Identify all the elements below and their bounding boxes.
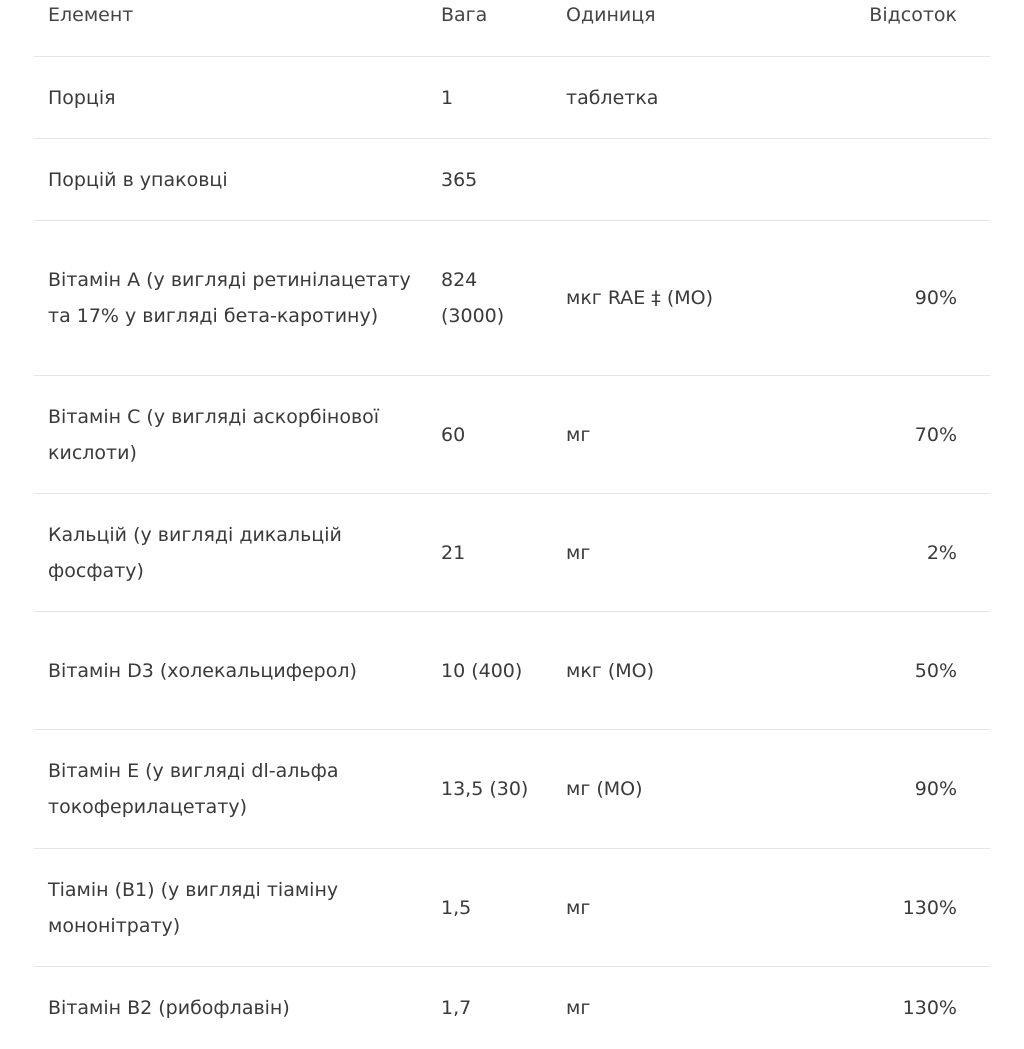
cell-weight: 824 (3000) bbox=[441, 269, 505, 327]
cell-percent: 130% bbox=[902, 997, 957, 1019]
cell-percent: 2% bbox=[926, 541, 957, 564]
cell-percent: 50% bbox=[914, 659, 957, 682]
cell-element: Вітамін B2 (рибофлавін) bbox=[48, 997, 290, 1019]
cell-weight: 1 bbox=[441, 86, 454, 109]
cell-element: Порцій в упаковці bbox=[48, 168, 228, 191]
table-row bbox=[34, 376, 990, 494]
cell-unit: мг (МО) bbox=[566, 778, 643, 800]
cell-element: Вітамін Е (у вигляді dl-альфа токоферилацетату) bbox=[48, 760, 339, 818]
cell-unit: мкг (МО) bbox=[566, 659, 655, 682]
cell-percent: 90% bbox=[914, 287, 957, 309]
cell-element: Порція bbox=[48, 86, 116, 109]
table-row bbox=[34, 494, 990, 612]
table-row bbox=[34, 221, 990, 376]
table-row bbox=[34, 612, 990, 730]
cell-weight: 365 bbox=[441, 168, 478, 191]
cell-unit: таблетка bbox=[566, 86, 659, 109]
cell-element: Кальцій (у вигляді дикальцій фосфату) bbox=[48, 523, 342, 582]
header-weight: Вага bbox=[441, 4, 488, 26]
table-row bbox=[34, 139, 990, 221]
cell-weight: 60 bbox=[441, 423, 466, 446]
cell-unit: мкг RAE ‡ (МО) bbox=[566, 287, 714, 309]
cell-percent: 90% bbox=[914, 778, 957, 800]
cell-unit: мг bbox=[566, 541, 591, 564]
table-row bbox=[34, 849, 990, 967]
table-row bbox=[34, 57, 990, 139]
cell-element: Вітамін D3 (холекальциферол) bbox=[48, 659, 357, 682]
cell-element: Вітамін А (у вигляді ретинілацетату та 17% у вигляді бета-каротину) bbox=[48, 269, 411, 327]
cell-percent: 130% bbox=[902, 896, 957, 919]
nutrition-table bbox=[34, 0, 990, 1049]
table-header-row bbox=[34, 0, 990, 57]
cell-weight: 10 (400) bbox=[441, 659, 523, 682]
cell-weight: 21 bbox=[441, 541, 466, 564]
table-row bbox=[34, 730, 990, 849]
cell-percent: 70% bbox=[914, 423, 957, 446]
cell-weight: 1,7 bbox=[441, 997, 472, 1019]
cell-weight: 13,5 (30) bbox=[441, 778, 529, 800]
header-percent: Відсоток bbox=[869, 4, 957, 26]
header-element: Елемент bbox=[48, 4, 134, 26]
cell-unit: мг bbox=[566, 423, 591, 446]
header-unit: Одиниця bbox=[566, 4, 656, 26]
cell-weight: 1,5 bbox=[441, 896, 472, 919]
cell-unit: мг bbox=[566, 896, 591, 919]
table-row bbox=[34, 967, 990, 1049]
cell-element: Тіамін (B1) (у вигляді тіаміну мононітрату) bbox=[48, 878, 339, 937]
cell-unit: мг bbox=[566, 997, 591, 1019]
cell-element: Вітамін С (у вигляді аскорбінової кислоти) bbox=[48, 405, 380, 464]
